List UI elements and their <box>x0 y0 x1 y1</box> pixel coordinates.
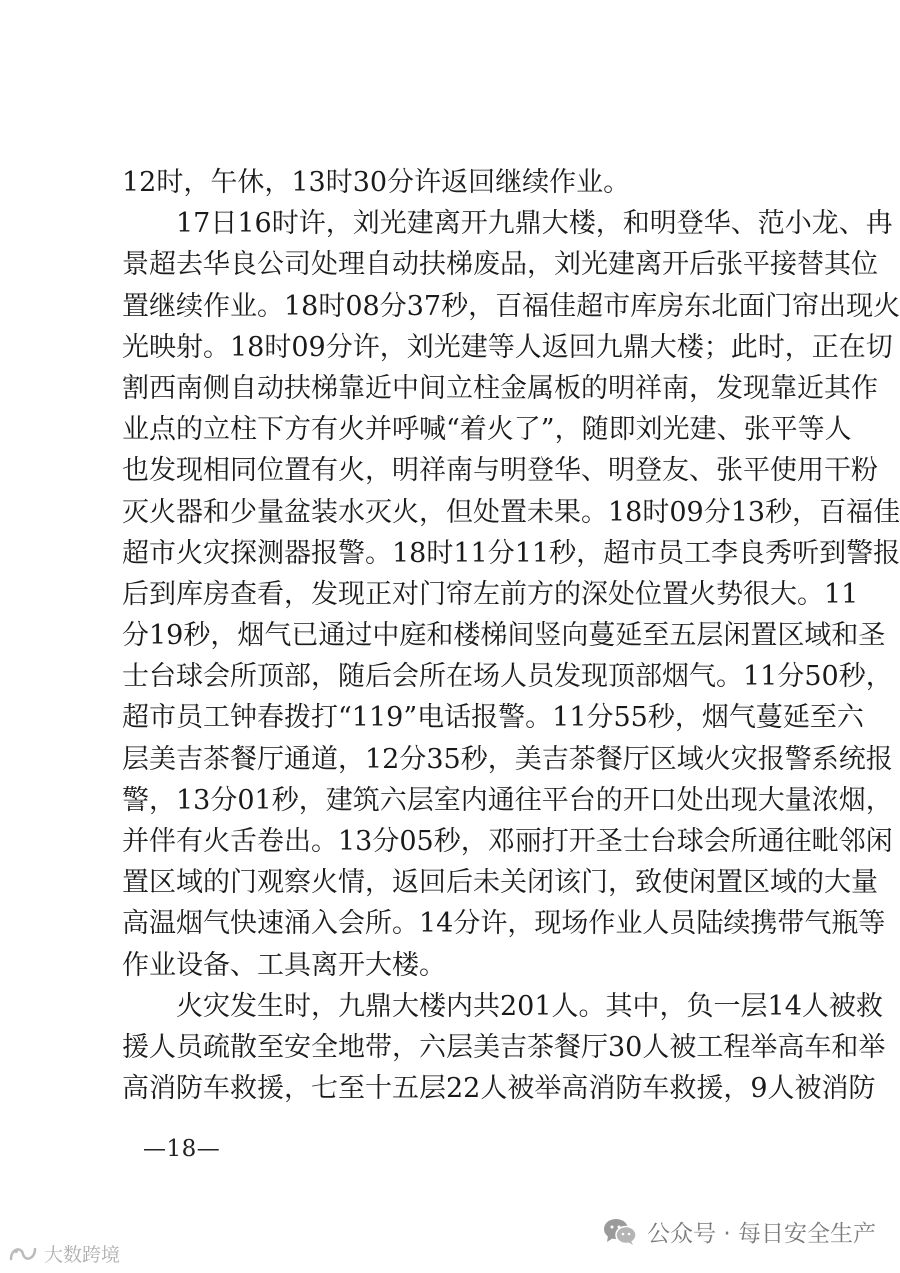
text-line: 分19秒，烟气已通过中庭和楼梯间竖向蔓延至五层闲置区域和圣 <box>122 620 886 652</box>
brand-watermark-text: 大数跨境 <box>44 1244 121 1266</box>
text-line: 火灾发生时，九鼎大楼内共201人。其中，负一层14人被救 <box>176 990 883 1022</box>
text-line: 光映射。18时09分许，刘光建等人返回九鼎大楼；此时，正在切 <box>122 331 893 363</box>
wechat-watermark-text: 公众号 · 每日安全生产 <box>647 1221 876 1247</box>
text-line: 景超去华良公司处理自动扶梯废品，刘光建离开后张平接替其位 <box>122 249 878 281</box>
text-line: 超市火灾探测器报警。18时11分11秒，超市员工李良秀听到警报 <box>122 537 900 569</box>
text-line: 超市员工钟春拨打“119”电话报警。11分55秒，烟气蔓延至六 <box>122 702 864 734</box>
text-line: 士台球会所顶部，随后会所在场人员发现顶部烟气。11分50秒， <box>122 661 893 693</box>
text-line: 12时，午休，13时30分许返回继续作业。 <box>122 167 631 198</box>
brand-watermark <box>8 1240 120 1267</box>
brand-logo-icon <box>8 1243 38 1265</box>
text-line: 后到库房查看，发现正对门帘左前方的深处位置火势很大。11 <box>122 578 859 610</box>
text-line: 作业设备、工具离开大楼。 <box>122 949 446 981</box>
text-line: 置区域的门观察火情，返回后未关闭该门，致使闲置区域的大量 <box>122 867 878 899</box>
wechat-watermark <box>603 1215 876 1248</box>
wechat-icon <box>603 1218 637 1246</box>
text-line: 也发现相同位置有火，明祥南与明登华、明登友、张平使用干粉 <box>122 455 878 487</box>
text-line: 高温烟气快速涌入会所。14分许，现场作业人员陆续携带气瓶等 <box>122 908 886 940</box>
text-line: 援人员疏散至安全地带，六层美吉茶餐厅30人被工程举高车和举 <box>122 1031 886 1063</box>
text-line: 灭火器和少量盆装水灭火，但处置未果。18时09分13秒，百福佳 <box>122 496 900 528</box>
page-number: —18— <box>143 1136 221 1162</box>
text-line: 并伴有火舌卷出。13分05秒，邓丽打开圣士台球会所通往毗邻闲 <box>122 826 893 857</box>
text-line: 17日16时许，刘光建离开九鼎大楼，和明登华、范小龙、冉 <box>176 208 893 240</box>
text-line: 割西南侧自动扶梯靠近中间立柱金属板的明祥南，发现靠近其作 <box>122 372 878 404</box>
body-text <box>122 162 900 1109</box>
text-line: 业点的立柱下方有火并呼喊“着火了”，随即刘光建、张平等人 <box>122 414 852 446</box>
text-line: 置继续作业。18时08分37秒，百福佳超市库房东北面门帘出现火 <box>122 290 900 322</box>
text-line: 层美吉茶餐厅通道，12分35秒，美吉茶餐厅区域火灾报警系统报 <box>122 743 893 775</box>
text-line: 高消防车救援，七至十五层22人被举高消防车救援，9人被消防 <box>122 1073 876 1105</box>
text-line: 警，13分01秒，建筑六层室内通往平台的开口处出现大量浓烟， <box>122 784 893 816</box>
